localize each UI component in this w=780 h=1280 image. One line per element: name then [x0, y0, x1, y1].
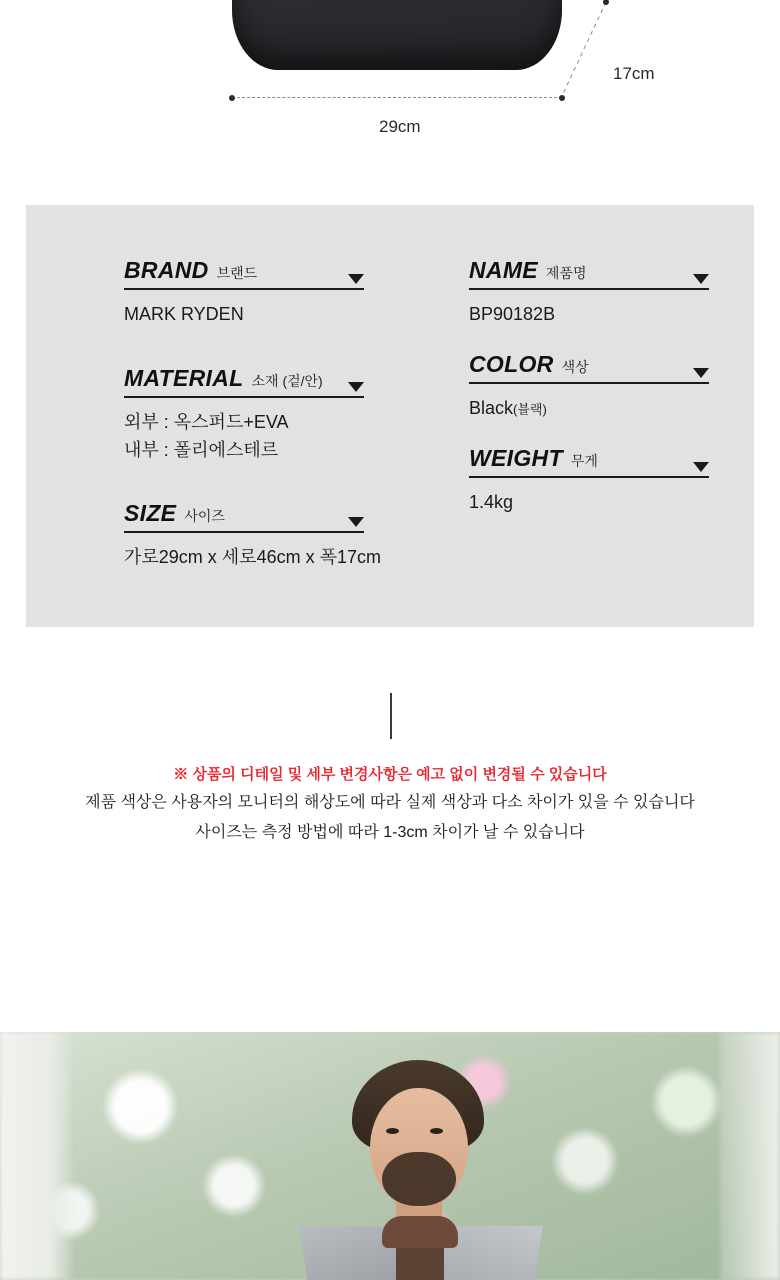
spec-label-ko: 무게 [570, 453, 598, 469]
spec-block-brand [124, 257, 364, 328]
notice-line-2: 사이즈는 측정 방법에 따라 1-3cm 차이가 날 수 있습니다 [195, 824, 585, 841]
width-dimension-line [232, 97, 562, 98]
spec-value-material-inner: 내부 : 폴리에스테르 [124, 440, 279, 460]
spec-header-name [469, 257, 709, 290]
spec-value-color-main: Black [469, 398, 514, 418]
model-figure [300, 1060, 530, 1280]
spec-block-size [124, 500, 381, 571]
spec-value-name: BP90182B [469, 304, 556, 324]
spec-header-material [124, 365, 364, 398]
chevron-down-icon [348, 382, 364, 392]
spec-header-size [124, 500, 364, 533]
dimension-endpoint-dot [229, 95, 235, 101]
spec-header-weight [469, 445, 709, 478]
notice-highlight: ※ 상품의 디테일 및 세부 변경사항은 예고 없이 변경될 수 있습니다 [173, 766, 607, 783]
specification-panel [26, 205, 754, 627]
model-eye-right [430, 1128, 443, 1134]
spec-label-ko: 색상 [561, 359, 589, 375]
spec-label-en: NAME [469, 257, 538, 283]
window-frame-right [720, 1032, 780, 1280]
spec-value-brand: MARK RYDEN [124, 304, 244, 324]
chevron-down-icon [693, 368, 709, 378]
model-eye-left [386, 1128, 399, 1134]
spec-block-name [469, 257, 709, 328]
depth-dimension-label: 17cm [613, 64, 655, 83]
model-beard [382, 1152, 456, 1206]
spec-value-color [469, 394, 709, 424]
spec-label-en: SIZE [124, 500, 177, 526]
width-dimension-label: 29cm [379, 117, 421, 136]
spec-value-material-outer: 외부 : 옥스퍼드+EVA [124, 412, 289, 432]
spec-block-weight [469, 445, 709, 516]
spec-label-ko: 브랜드 [216, 265, 258, 281]
spec-label-en: COLOR [469, 351, 554, 377]
window-frame-left [0, 1032, 72, 1280]
notice-line-1: 제품 색상은 사용자의 모니터의 해상도에 따라 실제 색상과 다소 차이가 있을 수 있습니다 [85, 794, 695, 811]
spec-header-color [469, 351, 709, 384]
spec-label-ko: 소재 (겉/안) [251, 373, 323, 389]
lifestyle-photo [0, 1032, 780, 1280]
product-photo-dimensions [0, 0, 780, 185]
chevron-down-icon [348, 517, 364, 527]
chevron-down-icon [693, 274, 709, 284]
spec-label-en: BRAND [124, 257, 209, 283]
spec-value-weight: 1.4kg [469, 492, 514, 512]
turtleneck-collar [382, 1216, 458, 1248]
spec-label-ko: 제품명 [545, 265, 587, 281]
backpack-image [232, 0, 562, 70]
spec-block-color [469, 351, 709, 424]
section-divider [390, 693, 392, 739]
spec-label-ko: 사이즈 [184, 508, 225, 524]
depth-dimension-line [561, 0, 611, 98]
spec-label-en: WEIGHT [469, 445, 563, 471]
spec-value-material [124, 408, 364, 464]
spec-value-color-sub: (블랙) [513, 402, 547, 417]
spec-label-en: MATERIAL [124, 365, 244, 391]
chevron-down-icon [693, 462, 709, 472]
spec-header-brand [124, 257, 364, 290]
notice-block [0, 762, 780, 848]
spec-block-material [124, 365, 364, 464]
spec-value-size: 가로29cm x 세로46cm x 폭17cm [124, 547, 381, 567]
chevron-down-icon [348, 274, 364, 284]
